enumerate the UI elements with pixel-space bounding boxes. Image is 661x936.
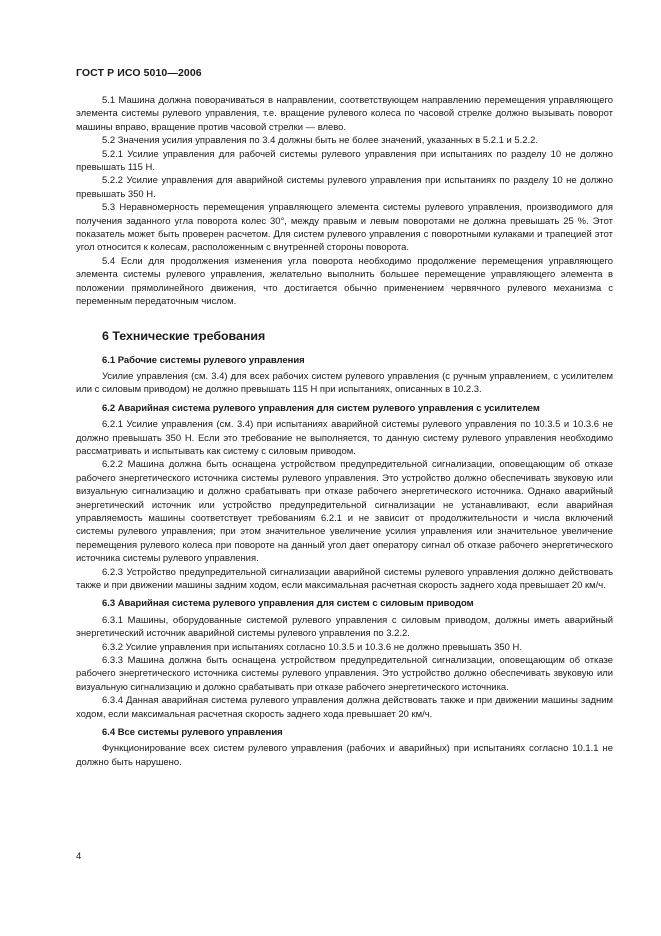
subsection-6-2-title: 6.2 Аварийная система рулевого управления для систем рулевого управления с усилителем — [102, 402, 540, 414]
paragraph-6-2-2: 6.2.2 Машина должна быть оснащена устройством предупредительной сигнализации, оповещающим об отказе рабочего энергетического источника системы рулевого управления. Это устройство должно обеспечивать звуковую или визуальную сигнализацию и должно срабатывать при отказе рабочего энергетического источника. Однако аварийный энергетический источник или устройство предупредительной сигнализации не устанавливают, если аварийная управляемость машины соответствует требованиям 6.2.1 и не зависит от продолжительности и числа включений системы рулевого управления; при этом значительное увеличение усилия управления или значительное увеличение перемещения рулевого колеса при повороте на данный угол дает оператору сигнал об отказе рабочего энергетического источника системы рулевого управления. — [76, 459, 613, 565]
subsection-6-1-title: 6.1 Рабочие системы рулевого управления — [102, 354, 305, 366]
document-header: ГОСТ Р ИСО 5010—2006 — [76, 67, 202, 79]
paragraph-5-4: 5.4 Если для продолжения изменения угла поворота необходимо продолжение перемещения управляющего элемента системы рулевого управления, желательно выполнить большее перемещение управляющего элемента в положении прямолинейного движения, что достигается обычно применением червячного рулевого механизма с переменным передаточным числом. — [76, 255, 613, 308]
document-body — [76, 94, 613, 769]
paragraph-5-1: 5.1 Машина должна поворачиваться в направлении, соответствующем направлению перемещения управляющего элемента системы рулевого управления, т.е. вращение рулевого колеса по часовой стрелке должно вызывать поворот машины вправо, вращение против часовой стрелки — влево. — [76, 95, 613, 133]
page-number: 4 — [76, 851, 82, 862]
paragraph-6-3-1: 6.3.1 Машины, оборудованные системой рулевого управления с силовым приводом, должны иметь аварийный энергетический источник аварийной системы рулевого управления по 3.2.2. — [76, 614, 613, 640]
paragraph-5-2-1: 5.2.1 Усилие управления для рабочей системы рулевого управления при испытаниях по разделу 10 не должно превышать 115 Н. — [76, 148, 613, 174]
subsection-6-4-title: 6.4 Все системы рулевого управления — [102, 727, 283, 739]
paragraph-6-1: Усилие управления (см. 3.4) для всех рабочих систем рулевого управления (с ручным управлением, с усилителем или с силовым приводом) не должно превышать 115 Н при испытаниях, описанных в 10.2.3. — [76, 370, 613, 396]
paragraph-6-3-4: 6.3.4 Данная аварийная система рулевого управления должна действовать также и при движении машины задним ходом, если максимальная расчетная скорость заднего хода превышает 20 км/ч. — [76, 695, 613, 720]
paragraph-6-3-3: 6.3.3 Машина должна быть оснащена устройством предупредительной сигнализации, оповещающим об отказе рабочего энергетического источника системы рулевого управления. Это устройство должно обеспечивать звуковую или визуальную сигнализацию и должно срабатывать при отказе рабочего энергетического источника. — [76, 655, 613, 693]
paragraph-6-2-1: 6.2.1 Усилие управления (см. 3.4) при испытаниях аварийной системы рулевого управления по 10.3.5 и 10.3.6 не должно превышать 350 Н. Если это требование не выполняется, то данную систему рулевого управления необходимо рассматривать и испытывать как систему с силовым приводом. — [76, 419, 613, 457]
section-6-heading: 6 Технические требования — [102, 328, 266, 343]
paragraph-5-3: 5.3 Неравномерность перемещения управляющего элемента системы рулевого управления, производимого для получения заданного угла поворота колес 30°, между правым и левым поворотами не должна превышать 25 %. Этот показатель может быть проверен расчетом. Для систем рулевого управления с поворотными кулаками и трапецией этот угол относится к колесам, расположенным с внутренней стороны поворота. — [76, 202, 613, 254]
paragraph-6-2-3: 6.2.3 Устройство предупредительной сигнализации аварийной системы рулевого управления должно действовать также и при движении машины задним ходом, если максимальная расчетная скорость заднего хода превышает 20 км/ч. — [76, 566, 613, 591]
paragraph-6-3-2: 6.3.2 Усилие управления при испытаниях согласно 10.3.5 и 10.3.6 не должно превышать 350 Н. — [102, 641, 522, 653]
subsection-6-3-title: 6.3 Аварийная система рулевого управления для систем с силовым приводом — [102, 598, 474, 610]
paragraph-6-4: Функционирование всех систем рулевого управления (рабочих и аварийных) при испытаниях согласно 10.1.1 не должно быть нарушено. — [76, 743, 613, 768]
paragraph-5-2-2: 5.2.2 Усилие управления для аварийной системы рулевого управления при испытаниях по разделу 10 не должно превышать 350 Н. — [76, 175, 613, 200]
paragraph-5-2: 5.2 Значения усилия управления по 3.4 должны быть не более значений, указанных в 5.2.1 и 5.2.2. — [102, 135, 539, 147]
